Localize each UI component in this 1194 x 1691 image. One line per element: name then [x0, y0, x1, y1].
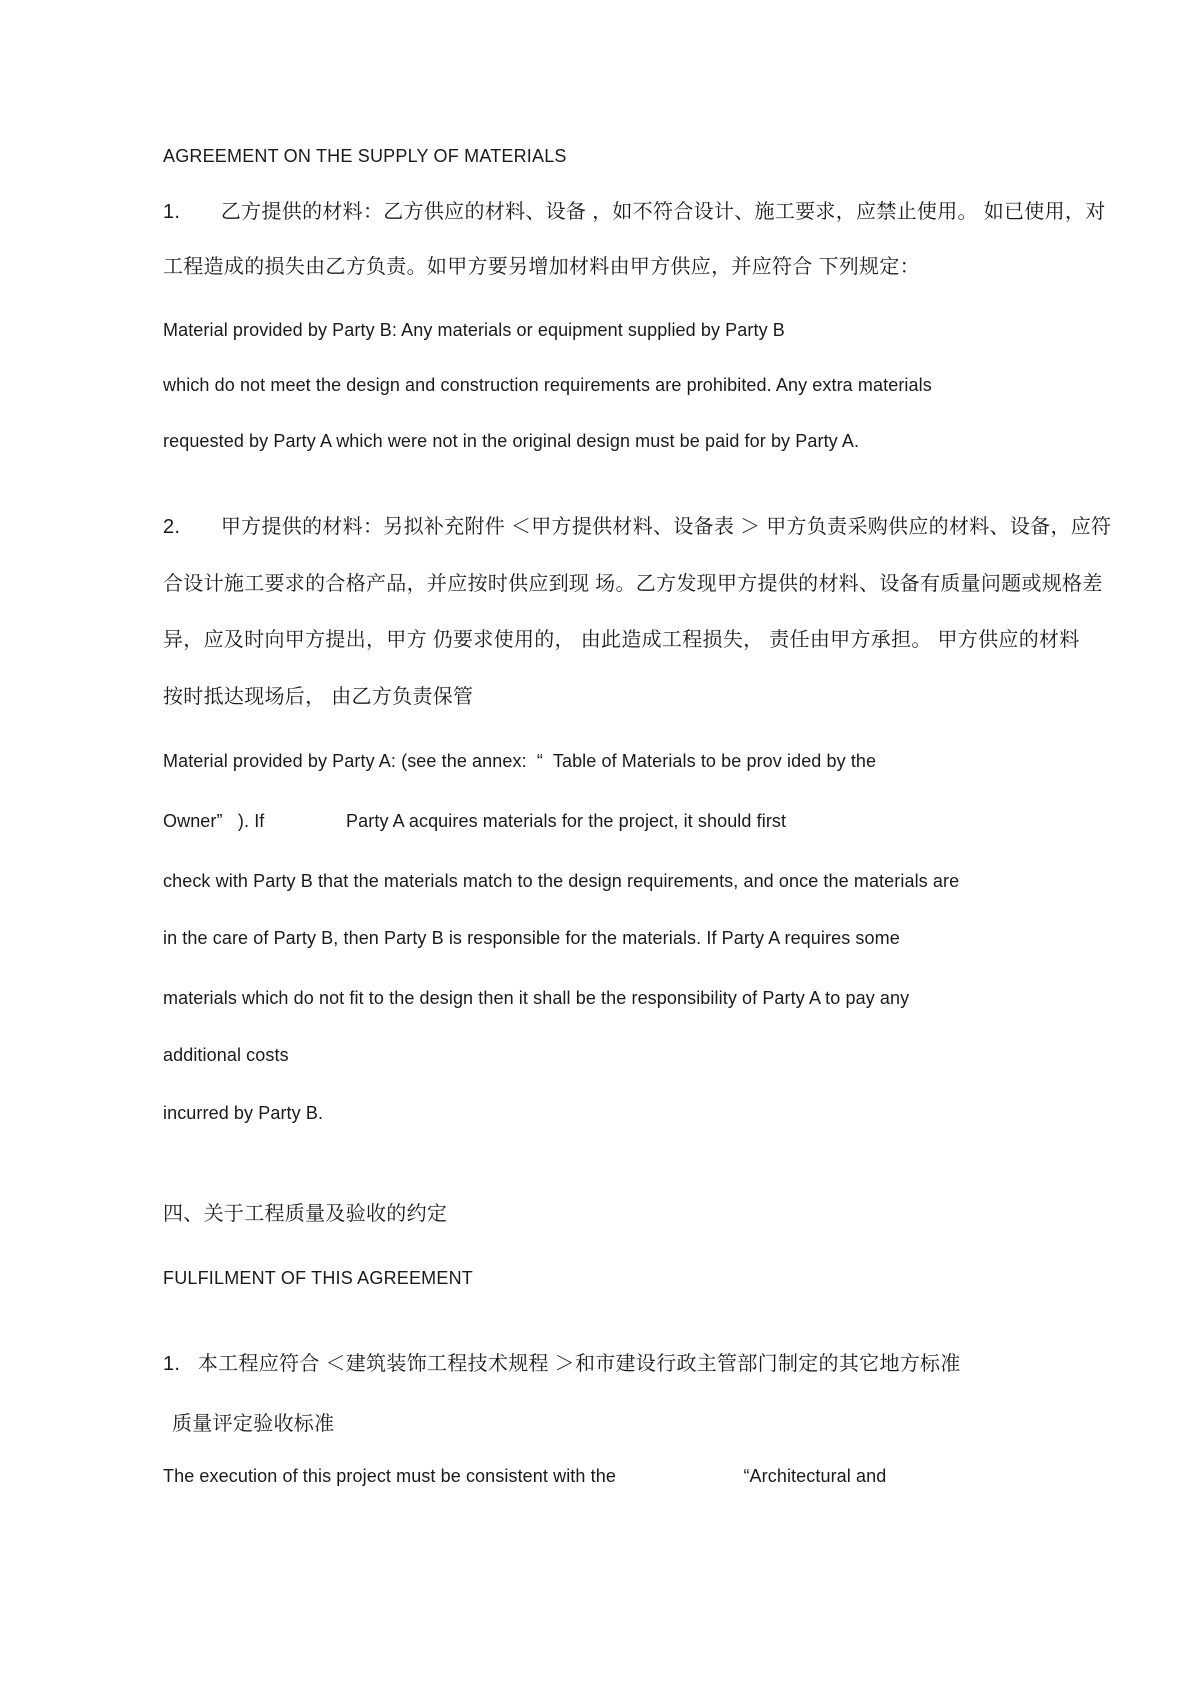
clause1-en-line2: which do not meet the design and construction requirements are prohibited. Any extra materials: [163, 375, 932, 395]
clause2-zh-line4: 按时抵达现场后， 由乙方负责保管: [163, 686, 474, 708]
section4-item1-en-line1: The execution of this project must be consistent with the “Architectural and: [163, 1466, 887, 1486]
clause1-en-line3: requested by Party A which were not in the original design must be paid for by Party A.: [163, 431, 860, 451]
clause1-zh-line2: 工程造成的损失由乙方负责。如甲方要另增加材料由甲方供应，并应符合 下列规定：: [163, 256, 920, 278]
clause2-zh-line2: 合设计施工要求的合格产品，并应按时供应到现 场。乙方发现甲方提供的材料、设备有质量问题或规格差: [163, 573, 1103, 595]
clause2-en-line5: materials which do not fit to the design then it shall be the responsibility of Party A to pay any: [163, 988, 910, 1008]
section4-item1-zh-line1: 1. 本工程应符合 ＜建筑装饰工程技术规程 ＞和市建设行政主管部门制定的其它地方标准: [163, 1353, 961, 1375]
section4-heading-zh: 四、关于工程质量及验收的约定: [163, 1203, 448, 1225]
clause2-zh-line1: 2. 甲方提供的材料：另拟补充附件 ＜甲方提供材料、设备表 ＞ 甲方负责采购供应的材料、设备，应符: [163, 516, 1112, 538]
clause1-en-line1: Material provided by Party B: Any materials or equipment supplied by Party B: [163, 320, 785, 340]
section4-item1-zh-line2: 质量评定验收标准: [172, 1413, 335, 1435]
clause2-en-line4: in the care of Party B, then Party B is responsible for the materials. If Party A requires some: [163, 928, 900, 948]
document-title: AGREEMENT ON THE SUPPLY OF MATERIALS: [163, 146, 567, 166]
clause2-en-line1: Material provided by Party A: (see the annex: “ Table of Materials to be prov ided by the: [163, 751, 877, 771]
section4-heading-en: FULFILMENT OF THIS AGREEMENT: [163, 1268, 473, 1288]
clause2-en-line7: incurred by Party B.: [163, 1103, 324, 1123]
clause2-en-line6: additional costs: [163, 1045, 289, 1065]
clause2-en-line3: check with Party B that the materials match to the design requirements, and once the materials are: [163, 871, 960, 891]
clause2-en-line2: Owner” ). If Party A acquires materials for the project, it should first: [163, 811, 787, 831]
clause2-zh-line3: 异，应及时向甲方提出，甲方 仍要求使用的， 由此造成工程损失， 责任由甲方承担。 甲方供应的材料: [163, 629, 1080, 651]
clause1-zh-line1: 1. 乙方提供的材料：乙方供应的材料、设备 ，如不符合设计、施工要求，应禁止使用。 如已使用，对: [163, 201, 1106, 223]
